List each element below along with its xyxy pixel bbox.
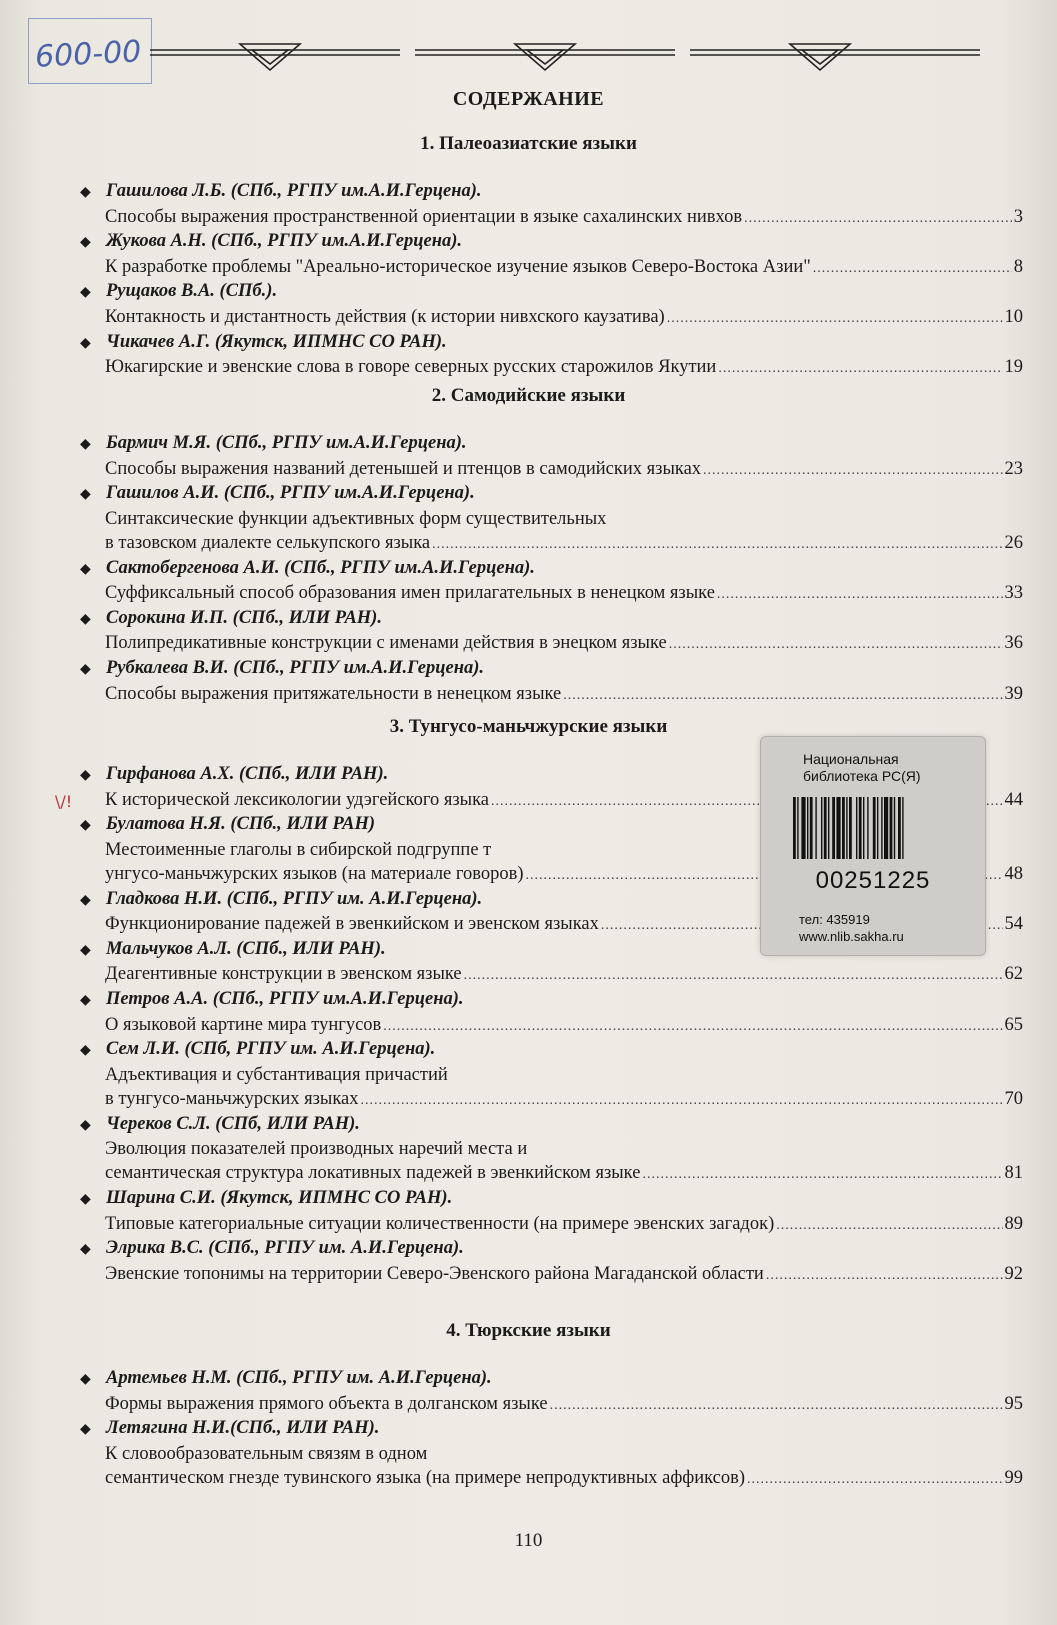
bullet-diamond-icon: ◆ — [80, 1372, 91, 1387]
author-text: Булатова Н.Я. (СПб., ИЛИ РАН) — [106, 814, 376, 835]
title-text: Полипредикативные конструкции с именами действия в энецком языке — [105, 633, 667, 654]
bullet-diamond-icon: ◆ — [80, 892, 91, 908]
sticker-library-name — [803, 751, 921, 785]
library-stamp — [28, 18, 152, 84]
toc-entry-title — [105, 1394, 1023, 1415]
toc-page-number: 65 — [1004, 1014, 1023, 1035]
toc-page-number: 26 — [1004, 532, 1023, 553]
toc-page-number: 3 — [1013, 206, 1023, 227]
sticker-contact — [799, 911, 904, 945]
bullet-diamond-icon: ◆ — [80, 335, 91, 351]
toc-entry-title — [105, 1089, 1023, 1110]
bullet-diamond-icon: ◆ — [80, 1117, 91, 1133]
toc-entry-author — [80, 608, 382, 629]
toc-page-number: 33 — [1004, 583, 1023, 604]
title-text: Функционирование падежей в эвенкийском и эвенском языках — [105, 914, 599, 935]
toc-page-number: 19 — [1004, 357, 1023, 378]
toc-page-number: 99 — [1004, 1467, 1023, 1488]
title-text: в тунгусо-маньчжурских языках — [105, 1088, 359, 1109]
bullet-diamond-icon: ◆ — [80, 487, 91, 503]
toc-entry-title — [105, 583, 1023, 604]
bullet-diamond-icon: ◆ — [80, 1192, 91, 1207]
stamp-handwriting: 600-00 — [34, 34, 143, 75]
sticker-code: 00251225 — [815, 867, 931, 894]
toc-page-number: 95 — [1004, 1393, 1023, 1414]
author-text: Летягина Н.И.(СПб., ИЛИ РАН). — [106, 1418, 380, 1439]
title-text: семантическом гнезде тувинского языка (на примере непродуктивных аффиксов) — [105, 1467, 745, 1488]
toc-page-number: 23 — [1004, 458, 1023, 479]
dot-leader — [432, 537, 1002, 553]
author-text: Петров А.А. (СПб., РГПУ им.А.И.Герцена). — [106, 989, 464, 1009]
author-text: Жукова А.Н. (СПб., РГПУ им.А.И.Герцена). — [106, 231, 462, 252]
page-number: 110 — [514, 1530, 543, 1551]
toc-entry-author — [80, 181, 482, 202]
title-text: К исторической лексикологии удэгейского языка — [105, 789, 489, 810]
author-text: Бармич М.Я. (СПб., РГПУ им.А.И.Герцена). — [106, 433, 467, 453]
toc-entry-title — [105, 307, 1023, 328]
toc-page-number: 70 — [1004, 1088, 1023, 1109]
title-text: в тазовском диалекте селькупского языка — [105, 532, 431, 553]
author-text: Артемьев Н.М. (СПб., РГПУ им. А.И.Герцена). — [106, 1368, 492, 1388]
dot-leader — [718, 361, 1002, 377]
title-text: Формы выражения прямого объекта в долганском языке — [105, 1393, 548, 1414]
section-heading: 3. Тунгусо-маньчжурские языки — [389, 716, 668, 737]
toc-entry-author — [80, 889, 482, 910]
toc-entry-author — [80, 1114, 360, 1135]
dot-leader — [383, 1019, 1002, 1035]
author-text: Рущаков В.А. (СПб.). — [106, 281, 278, 302]
dot-leader — [361, 1093, 1003, 1109]
dot-leader — [563, 688, 1002, 704]
dot-leader — [813, 261, 1012, 277]
bullet-diamond-icon: ◆ — [80, 1242, 91, 1258]
toc-entry-author — [80, 433, 467, 454]
toc-entry-author — [80, 658, 484, 679]
section-heading: 4. Тюркские языки — [446, 1320, 611, 1341]
author-text: Череков С.Л. (СПб, ИЛИ РАН). — [106, 1113, 360, 1134]
toc-entry-author — [80, 1368, 492, 1389]
dot-leader — [464, 968, 1003, 984]
toc-entry-author — [80, 558, 535, 579]
toc-page-number: 48 — [1004, 863, 1023, 884]
author-text: Мальчуков А.Л. (СПб., ИЛИ РАН). — [106, 938, 386, 959]
toc-entry-author — [80, 764, 388, 785]
dot-leader — [642, 1167, 1002, 1183]
toc-entry-title — [105, 1214, 1023, 1235]
toc-entry-author — [80, 1418, 379, 1439]
author-text: Сем Л.И. (СПб, РГПУ им. А.И.Герцена). — [106, 1039, 436, 1060]
toc-entry-author — [80, 231, 462, 252]
barcode-icon — [791, 797, 955, 859]
bullet-diamond-icon: ◆ — [80, 235, 91, 251]
author-text: Чикачев А.Г. (Якутск, ИПМНС СО РАН). — [106, 331, 447, 352]
title-text: Суффиксальный способ образования имен прилагательных в ненецком языке — [105, 583, 715, 604]
toc-entry-title — [105, 1468, 1023, 1489]
bullet-diamond-icon: ◆ — [80, 1422, 91, 1438]
title-text: Способы выражения названий детенышей и птенцов в самодийских языках — [105, 458, 702, 479]
toc-entry-title: Адъективация и субстантивация причастий — [105, 1064, 448, 1085]
toc-entry-title — [105, 207, 1023, 228]
author-text: Сорокина И.П. (СПб., ИЛИ РАН). — [106, 607, 382, 628]
title-text: Юкагирские и эвенские слова в говоре северных русских старожилов Якутии — [105, 357, 717, 378]
toc-page-number: 54 — [1004, 914, 1023, 935]
toc-page-number: 81 — [1004, 1163, 1023, 1184]
author-text: Шарина С.И. (Якутск, ИПМНС СО РАН). — [106, 1188, 453, 1208]
toc-entry-author — [80, 332, 447, 353]
toc-entry-author — [80, 1188, 452, 1209]
dot-leader — [744, 211, 1012, 227]
toc-entry-author — [80, 1238, 464, 1259]
toc-entry-author — [80, 483, 475, 504]
title-text: Типовые категориальные ситуации количественности (на примере эвенских загадок) — [105, 1213, 775, 1234]
bullet-diamond-icon: ◆ — [80, 942, 91, 958]
author-text: Элрика В.С. (СПб., РГПУ им. А.И.Герцена). — [106, 1238, 464, 1259]
toc-entry-title — [105, 1015, 1023, 1036]
author-text: Гирфанова А.Х. (СПб., ИЛИ РАН). — [106, 764, 389, 784]
toc-entry-author — [80, 814, 375, 835]
toc-entry-title: Местоименные глаголы в сибирской подгруппе т — [105, 839, 492, 860]
toc-entry-title — [105, 1264, 1023, 1285]
sticker-site: www.nlib.sakha.ru — [799, 929, 904, 944]
sticker-library-line1: Национальная — [803, 751, 899, 767]
dot-leader — [550, 1398, 1003, 1414]
bullet-diamond-icon: ◆ — [80, 993, 91, 1008]
section-heading: 2. Самодийские языки — [431, 385, 626, 406]
bullet-diamond-icon: ◆ — [80, 611, 91, 627]
toc-page-number: 8 — [1013, 256, 1023, 277]
toc-entry-author — [80, 939, 386, 960]
handwritten-mark: \/! — [55, 792, 73, 811]
toc-entry-title — [105, 459, 1023, 480]
author-text: Гладкова Н.И. (СПб., РГПУ им. А.И.Герцена). — [106, 888, 483, 909]
dot-leader — [669, 637, 1003, 653]
toc-entry-title: Эволюция показателей производных наречий места и — [105, 1139, 528, 1160]
author-text: Сактобергенова А.И. (СПб., РГПУ им.А.И.Герцена). — [106, 557, 535, 578]
header-ornament — [150, 36, 980, 76]
dot-leader — [703, 463, 1002, 479]
title-text: семантическая структура локативных падежей в эвенкийском языке — [105, 1163, 641, 1184]
toc-entry-title — [105, 533, 1023, 554]
bullet-diamond-icon: ◆ — [80, 561, 91, 577]
bullet-diamond-icon: ◆ — [80, 285, 91, 301]
bullet-diamond-icon: ◆ — [80, 437, 91, 452]
title-text: Эвенские топонимы на территории Северо-Эвенского района Магаданской области — [105, 1263, 764, 1284]
author-text: Гашилова Л.Б. (СПб., РГПУ им.А.И.Герцена). — [106, 181, 482, 201]
toc-entry-author — [80, 1039, 435, 1060]
toc-entry-author — [80, 989, 464, 1010]
dot-leader — [766, 1268, 1003, 1284]
toc-entry-title: К словообразовательным связям в одном — [105, 1443, 428, 1464]
toc-page-number: 89 — [1004, 1213, 1023, 1234]
toc-page-number: 36 — [1004, 633, 1023, 654]
dot-leader — [667, 311, 1003, 327]
bullet-diamond-icon: ◆ — [80, 768, 91, 783]
sticker-library-line2: библиотека РС(Я) — [803, 768, 921, 784]
toc-entry-title — [105, 1163, 1023, 1184]
bullet-diamond-icon: ◆ — [80, 1043, 91, 1059]
page-title: СОДЕРЖАНИЕ — [452, 88, 605, 110]
toc-entry-title — [105, 257, 1023, 278]
toc-page-number: 39 — [1004, 683, 1023, 704]
toc-page-number: 92 — [1004, 1263, 1023, 1284]
title-text: О языковой картине мира тунгусов — [105, 1014, 382, 1035]
toc-entry-title — [105, 633, 1023, 654]
toc-page-number: 44 — [1004, 789, 1023, 810]
bullet-diamond-icon: ◆ — [80, 662, 91, 677]
toc-entry-title — [105, 357, 1023, 378]
dot-leader — [776, 1218, 1002, 1234]
title-text: Контакность и дистантность действия (к истории нивхского каузатива) — [105, 306, 665, 327]
library-barcode-sticker — [760, 736, 986, 956]
author-text: Рубкалева В.И. (СПб., РГПУ им.А.И.Герцена). — [106, 658, 485, 678]
author-text: Гашилов А.И. (СПб., РГПУ им.А.И.Герцена). — [106, 483, 475, 504]
title-text: Способы выражения пространственной ориентации в языке сахалинских нивхов — [105, 206, 743, 227]
section-heading: 1. Палеоазиатские языки — [420, 133, 637, 154]
toc-page-number: 62 — [1004, 964, 1023, 985]
toc-entry-title: Синтаксические функции адъективных форм существительных — [105, 508, 607, 529]
bullet-diamond-icon: ◆ — [80, 185, 91, 200]
dot-leader — [717, 587, 1003, 603]
dot-leader — [747, 1472, 1003, 1488]
title-text: унгусо-маньчжурских языков (на материале говоров) — [105, 863, 524, 884]
title-text: К разработке проблемы "Ареально-историческое изучение языков Северо-Востока Азии" — [105, 256, 811, 277]
title-text: Деагентивные конструкции в эвенском языке — [105, 964, 462, 985]
title-text: Способы выражения притяжательности в ненецком языке — [105, 683, 562, 704]
toc-entry-title — [105, 964, 1023, 985]
bullet-diamond-icon: ◆ — [80, 818, 91, 834]
toc-page-number: 10 — [1004, 306, 1023, 327]
toc-entry-title — [105, 684, 1023, 705]
toc-entry-author — [80, 281, 277, 302]
sticker-tel: тел: 435919 — [799, 912, 870, 927]
